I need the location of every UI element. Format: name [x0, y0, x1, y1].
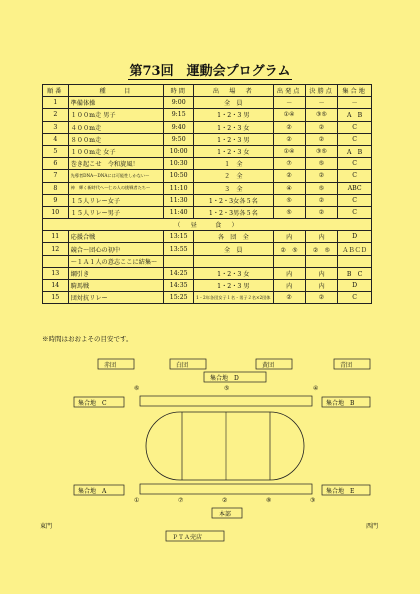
row-time: 11:30 [164, 194, 194, 206]
west-gate: 西門 [366, 523, 379, 530]
row-gather: C [338, 170, 372, 182]
row-start: ② [273, 121, 305, 133]
top-stand [140, 396, 312, 406]
honbu-label: 本部 [219, 511, 232, 518]
row-time: 10:30 [164, 158, 194, 170]
row-finish: ② [305, 292, 337, 304]
row-event: 競合～団心の初中 [68, 243, 164, 255]
row-time: 10:50 [164, 170, 194, 182]
row-gather: － [338, 97, 372, 109]
row-participants: 全 員 [194, 243, 273, 255]
row-event: １５人リレー女子 [68, 194, 164, 206]
header-participants: 出 場 者 [194, 85, 273, 97]
row-participants: 各 団 全 [194, 231, 273, 243]
row-event: 団対抗リレー [68, 292, 164, 304]
row-participants: ３ 全 [194, 182, 273, 194]
row-time: 9:00 [164, 97, 194, 109]
row-participants: 1・2・3男各５名 [194, 206, 273, 218]
row-participants: 1・2・3 女 [194, 145, 273, 157]
row-gather: C [338, 133, 372, 145]
row-event: ８００m走 [68, 133, 164, 145]
team-red: 赤団 [104, 362, 117, 369]
row-time: 14:35 [164, 280, 194, 292]
row-time: 10:00 [164, 145, 194, 157]
row-gather: C [338, 292, 372, 304]
row-gather: D [338, 280, 372, 292]
row-finish: 内 [305, 267, 337, 279]
row-start: ⑤ [273, 206, 305, 218]
row-time: 14:25 [164, 267, 194, 279]
row-number: 3 [43, 121, 69, 133]
east-gate: 東門 [40, 523, 53, 530]
row-start: ④ [273, 182, 305, 194]
row-gather: B C [338, 267, 372, 279]
row-start: ⑤ [273, 194, 305, 206]
page-title: 第73回 運動会プログラム [129, 64, 291, 79]
row-start: 内 [273, 280, 305, 292]
row-time: 9:15 [164, 109, 194, 121]
row-gather: C [338, 206, 372, 218]
row-time: 11:10 [164, 182, 194, 194]
team-white: 白団 [176, 362, 189, 369]
row-finish: 内 [305, 231, 337, 243]
row-number: 9 [43, 194, 69, 206]
row-finish: － [305, 97, 337, 109]
row-number: 8 [43, 182, 69, 194]
mark-2: ② [222, 497, 228, 504]
row-start: ①④ [273, 145, 305, 157]
row-event: 先導者DNA～DNAには可能性しかない～ [68, 170, 164, 182]
row-participants: ２ 全 [194, 170, 273, 182]
row-gather: A B [338, 145, 372, 157]
row-time: 13:55 [164, 243, 194, 255]
row-gather: D [338, 231, 372, 243]
row-start: ② [273, 292, 305, 304]
row-finish: ⑤ [305, 182, 337, 194]
header-finish: 決勝点 [305, 85, 337, 97]
row-number: 4 [43, 133, 69, 145]
row-number: 6 [43, 158, 69, 170]
mark-1: ① [134, 497, 140, 504]
gather-a-label: 集合地 A [78, 488, 107, 495]
header-no: 順番 [43, 85, 69, 97]
row-participants: 1・2・3 女 [194, 121, 273, 133]
row-gather: ＡＢＣＤ [338, 243, 372, 255]
row-start: ①④ [273, 109, 305, 121]
row-number: 1 [43, 97, 69, 109]
row-time: 15:25 [164, 292, 194, 304]
row-event: 綱引き [68, 267, 164, 279]
mark-8: ⑧ [266, 497, 272, 504]
row-time: 11:40 [164, 206, 194, 218]
row-event: 騎馬戦 [68, 280, 164, 292]
row-number: 13 [43, 267, 69, 279]
row-number: 7 [43, 170, 69, 182]
row-time: 9:50 [164, 133, 194, 145]
mark-6: ⑥ [134, 385, 140, 392]
row-finish: ② ⑤ [305, 243, 337, 255]
row-gather: C [338, 158, 372, 170]
row-number: 2 [43, 109, 69, 121]
header-event: 種 目 [68, 85, 164, 97]
pta-label: ＰＴＡ売店 [172, 534, 203, 541]
row-event: 神 輝く新時代へ～仁の人の挑戦者たち～ [68, 182, 164, 194]
row-number: 12 [43, 243, 69, 255]
mark-3: ③ [310, 497, 316, 504]
row-start: 内 [273, 231, 305, 243]
row-event: 準備体操 [68, 97, 164, 109]
row-finish: ② [305, 133, 337, 145]
row-finish: ② [305, 206, 337, 218]
gather-c-label: 集合地 C [78, 400, 107, 407]
row-finish: ③⑤ [305, 145, 337, 157]
bottom-stand [140, 484, 312, 494]
header-gather: 集合地 [338, 85, 372, 97]
row-number: 14 [43, 280, 69, 292]
row-participants: 1・2・3女各５名 [194, 194, 273, 206]
row-start: ② ⑤ [273, 243, 305, 255]
row-finish: ⑤ [305, 158, 337, 170]
row-finish: ② [305, 194, 337, 206]
row-event: １００m走 女子 [68, 145, 164, 157]
lunch-row: （ 昼 食 ） [43, 219, 372, 231]
row-number: 11 [43, 231, 69, 243]
gather-e-label: 集合地 E [326, 488, 355, 495]
row-participants: 全 員 [194, 97, 273, 109]
row-time: 9:40 [164, 121, 194, 133]
row-number: 15 [43, 292, 69, 304]
row-event: 巻き起こせ 令和旋風！ [68, 158, 164, 170]
mark-7: ⑦ [178, 497, 184, 504]
gather-b-label: 集合地 B [326, 400, 355, 407]
time-note: ※時間はおおよその目安です。 [42, 335, 133, 343]
row-number: 5 [43, 145, 69, 157]
row-event: ４００m走 [68, 121, 164, 133]
row-start: 内 [273, 267, 305, 279]
row-gather: A B [338, 109, 372, 121]
row-gather: C [338, 121, 372, 133]
row-gather: ABC [338, 182, 372, 194]
team-yellow: 黄団 [262, 362, 275, 369]
gather-d-label: 集合地 D [210, 375, 239, 382]
mark-4: ④ [313, 385, 319, 392]
row-finish: ③⑤ [305, 109, 337, 121]
header-time: 時間 [164, 85, 194, 97]
team-blue: 青団 [340, 362, 353, 369]
row-finish: ② [305, 121, 337, 133]
row-start: － [273, 97, 305, 109]
row-participants: 1・2・3 男 [194, 133, 273, 145]
row-finish: ② [305, 170, 337, 182]
row-participants: １ 全 [194, 158, 273, 170]
row-participants: 1・2・3 男 [194, 280, 273, 292]
row-time: 13:15 [164, 231, 194, 243]
row-start: ② [273, 133, 305, 145]
row-finish: 内 [305, 280, 337, 292]
track-outline [146, 412, 304, 480]
row-start: ② [273, 170, 305, 182]
row-event: 応援合戦 [68, 231, 164, 243]
row-number: 10 [43, 206, 69, 218]
row-participants: 1・2・3 男 [194, 109, 273, 121]
mark-5: ⑤ [224, 385, 230, 392]
row-participants: 1・2・3 女 [194, 267, 273, 279]
row-event: １００m走 男子 [68, 109, 164, 121]
row-start: ⑦ [273, 158, 305, 170]
header-start: 出発点 [273, 85, 305, 97]
row-participants: 1・2年各団女子１名・男子２名×2団体 [194, 292, 273, 304]
row-event: １５人リレー男子 [68, 206, 164, 218]
row-event: ～１Ａ１人の意志ここに結集～ [68, 255, 164, 267]
row-gather: C [338, 194, 372, 206]
